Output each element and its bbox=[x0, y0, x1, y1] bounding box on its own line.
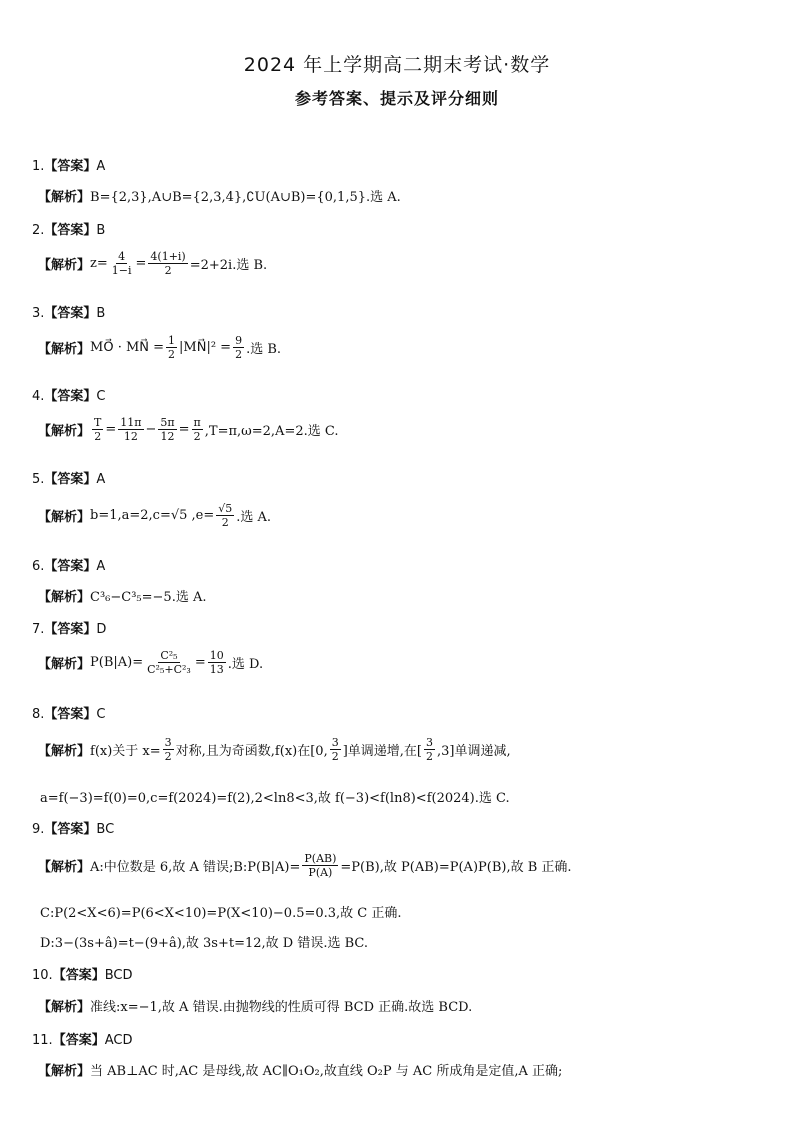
analysis-6: 【解析】 C³₆−C³₅=−5.选 A. bbox=[38, 590, 207, 605]
analysis-11: 【解析】 当 AB⊥AC 时,AC 是母线,故 AC∥O₁O₂,故直线 O₂P 与 AC 所成角是定值,A 正确; bbox=[38, 1064, 563, 1079]
fraction: $\frac{P(AB)}{P(A)}$ bbox=[304, 852, 337, 879]
fraction: $\frac{\pi}{2}$ bbox=[193, 416, 201, 443]
answer-1: 1.【答案】A bbox=[32, 159, 106, 174]
answer-11: 11.【答案】ACD bbox=[32, 1033, 133, 1048]
analysis-8: 【解析】 f(x)关于 x= $\frac{3}{2}$ 对称,且为奇函数,f(x)在[0, $\frac{3}{2}$ ]单调递增,在[ $\frac{3}{2}$ ,3]单调递减, bbox=[38, 736, 511, 763]
fraction: $\frac{11\pi}{12}$ bbox=[120, 416, 142, 443]
fraction: $\frac{1}{2}$ bbox=[168, 334, 176, 361]
answer-3: 3.【答案】B bbox=[32, 306, 106, 321]
answer-2: 2.【答案】B bbox=[32, 223, 106, 238]
fraction: $\frac{5\pi}{12}$ bbox=[160, 416, 175, 443]
answer-5: 5.【答案】A bbox=[32, 472, 106, 487]
analysis-9: 【解析】 A:中位数是 6,故 A 错误;B:P(B|A)= $\frac{P(AB)}{P(A)}$ =P(B),故 P(AB)=P(A)P(B),故 B 正确. bbox=[38, 852, 572, 879]
answer-4: 4.【答案】C bbox=[32, 389, 106, 404]
answer-7: 7.【答案】D bbox=[32, 622, 107, 637]
analysis-8-cont: a=f(−3)=f(0)=0,c=f(2024)=f(2),2<ln8<3,故 f(−3)<f(ln8)<f(2024).选 C. bbox=[40, 791, 510, 806]
page-subtitle: 参考答案、提示及评分细则 bbox=[294, 89, 499, 108]
fraction: $\frac{T}{2}$ bbox=[94, 416, 102, 443]
answer-6: 6.【答案】A bbox=[32, 559, 106, 574]
answer-9: 9.【答案】BC bbox=[32, 822, 115, 837]
analysis-9-d: D:3−(3s+â)=t−(9+â),故 3s+t=12,故 D 错误.选 BC. bbox=[40, 936, 369, 951]
analysis-7: 【解析】 P(B|A)= $\frac{\text{C²₅}}{\text{C²₅+C²₃}}$ = $\frac{10}{13}$ .选 D. bbox=[38, 649, 264, 676]
fraction: $\frac{√5}{2}$ bbox=[218, 502, 233, 529]
analysis-2: 【解析】 z= $\frac{4}{1-i}$ = $\frac{4(1+i)}{2}$ =2+2i.选 B. bbox=[38, 250, 268, 277]
fraction: $\frac{\text{C²₅}}{\text{C²₅+C²₃}}$ bbox=[147, 649, 191, 676]
fraction: $\frac{9}{2}$ bbox=[235, 334, 243, 361]
analysis-1: 【解析】 B={2,3},A∪B={2,3,4},∁U(A∪B)={0,1,5}.选 A. bbox=[38, 190, 401, 205]
fraction: $\frac{3}{2}$ bbox=[164, 736, 172, 763]
fraction: $\frac{3}{2}$ bbox=[425, 736, 433, 763]
analysis-3: 【解析】 MO⃗ · MN⃗ = $\frac{1}{2}$ |MN⃗|² = $\frac{9}{2}$ .选 B. bbox=[38, 334, 282, 361]
page-title: 2024 年上学期高二期末考试·数学 bbox=[243, 54, 551, 76]
answer-8: 8.【答案】C bbox=[32, 707, 106, 722]
analysis-4: 【解析】 $\frac{T}{2}$ = $\frac{11\pi}{12}$ − $\frac{5\pi}{12}$ = $\frac{\pi}{2}$ ,T=π,ω=2,A=2.选 C. bbox=[38, 416, 339, 443]
answer-10: 10.【答案】BCD bbox=[32, 968, 133, 983]
fraction: $\frac{4(1+i)}{2}$ bbox=[150, 250, 186, 277]
fraction: $\frac{3}{2}$ bbox=[331, 736, 339, 763]
analysis-5: 【解析】 b=1,a=2,c=√5 ,e= $\frac{√5}{2}$ .选 A. bbox=[38, 502, 272, 529]
analysis-9-c: C:P(2<X<6)=P(6<X<10)=P(X<10)−0.5=0.3,故 C 正确. bbox=[40, 906, 402, 921]
analysis-10: 【解析】 准线:x=−1,故 A 错误.由抛物线的性质可得 BCD 正确.故选 BCD. bbox=[38, 1000, 473, 1015]
fraction: $\frac{4}{1-i}$ bbox=[111, 250, 132, 277]
fraction: $\frac{10}{13}$ bbox=[209, 649, 224, 676]
